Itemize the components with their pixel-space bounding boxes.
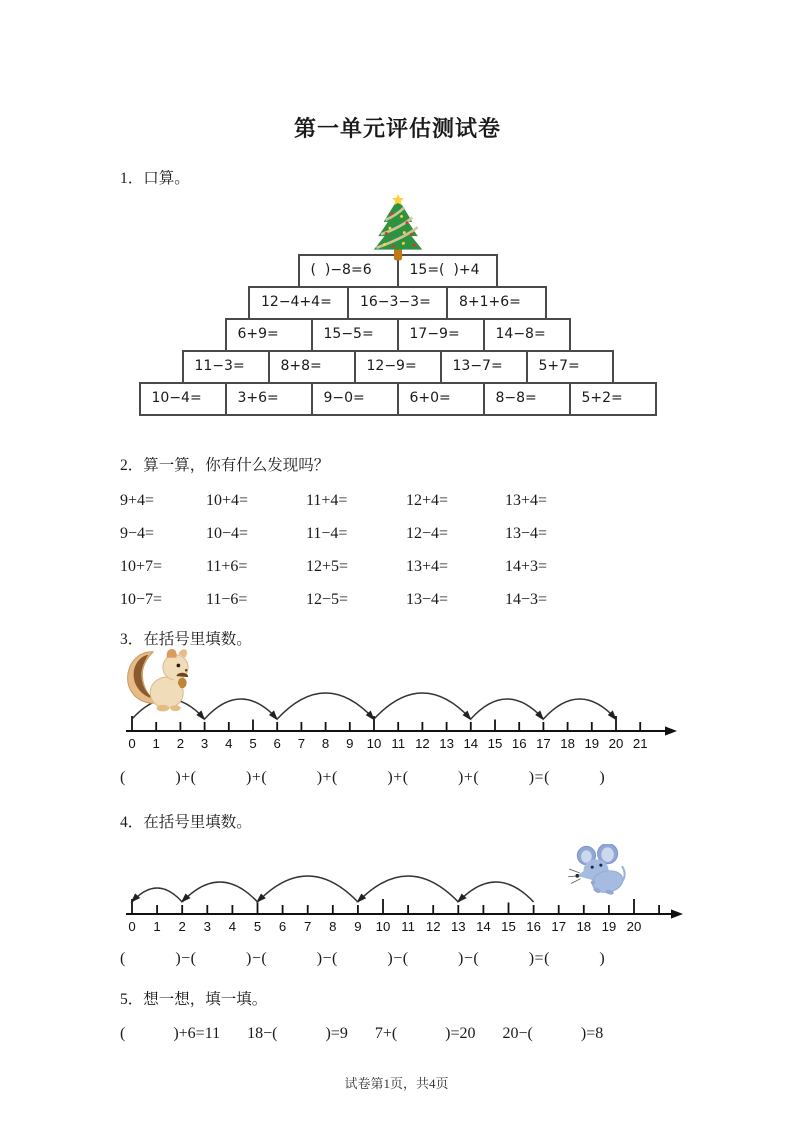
svg-text:10: 10 xyxy=(366,736,382,751)
q2-expression: 10+4= xyxy=(206,492,249,509)
question-5-label: 5．想一想，填一填。 xyxy=(120,991,268,1008)
pyramid-cell: 9−0= xyxy=(311,382,399,416)
pyramid-cell: 15=( )+4 xyxy=(397,254,498,288)
q5-expression: ( )+6=11 xyxy=(120,1025,221,1042)
q2-grid xyxy=(120,491,675,610)
svg-text:7: 7 xyxy=(297,736,306,751)
q2-expression: 10−7= xyxy=(120,591,163,608)
page-footer: 试卷第1页，共4页 xyxy=(344,1076,449,1091)
christmas-tree-icon xyxy=(370,194,426,264)
svg-text:11: 11 xyxy=(401,919,415,934)
svg-text:17: 17 xyxy=(551,919,567,934)
pyramid-cell: 6+0= xyxy=(397,382,485,416)
q2-expression: 11−4= xyxy=(306,525,348,542)
pyramid-cell: 5+2= xyxy=(569,382,657,416)
svg-text:18: 18 xyxy=(576,919,592,934)
pyramid-cell: 12−4+4= xyxy=(248,286,349,320)
pyramid xyxy=(120,200,675,416)
svg-text:14: 14 xyxy=(463,736,479,751)
q2-expression: 12−5= xyxy=(306,591,349,608)
svg-text:3: 3 xyxy=(200,736,209,751)
q2-expression: 9−4= xyxy=(120,525,155,542)
pyramid-cell: 11−3= xyxy=(182,350,270,384)
svg-text:3: 3 xyxy=(203,919,211,934)
q2-expression: 12−4= xyxy=(406,525,449,542)
svg-text:13: 13 xyxy=(439,736,454,751)
pyramid-cell: ( )−8=6 xyxy=(298,254,399,288)
svg-text:15: 15 xyxy=(501,919,516,934)
svg-text:7: 7 xyxy=(304,919,312,934)
svg-text:17: 17 xyxy=(536,736,551,751)
svg-text:1: 1 xyxy=(153,919,161,934)
pyramid-cell: 8+8= xyxy=(268,350,356,384)
pyramid-cell: 14−8= xyxy=(483,318,571,352)
pyramid-cell: 6+9= xyxy=(225,318,313,352)
q2-expression: 9+4= xyxy=(120,492,155,509)
q2-expression: 11−6= xyxy=(206,591,248,608)
pyramid-cell: 8+1+6= xyxy=(446,286,547,320)
q2-expression: 11+6= xyxy=(206,558,248,575)
question-2-label: 2．算一算，你有什么发现吗？ xyxy=(120,457,330,474)
svg-text:14: 14 xyxy=(476,919,491,934)
svg-text:8: 8 xyxy=(329,919,337,934)
svg-text:10: 10 xyxy=(375,919,391,934)
pyramid-rows xyxy=(120,254,675,416)
q5-expression: 7+( )=20 xyxy=(374,1025,476,1042)
pyramid-cell: 5+7= xyxy=(526,350,614,384)
svg-text:16: 16 xyxy=(511,736,527,751)
mouse-icon xyxy=(568,844,626,896)
pyramid-cell: 17−9= xyxy=(397,318,485,352)
svg-text:15: 15 xyxy=(487,736,503,751)
question-4-label: 4．在括号里填数。 xyxy=(120,814,252,831)
question-3-label: 3．在括号里填数。 xyxy=(120,631,252,648)
svg-text:4: 4 xyxy=(225,736,233,751)
squirrel-icon xyxy=(122,647,194,713)
svg-text:12: 12 xyxy=(425,919,441,934)
q2-expression: 14+3= xyxy=(505,558,548,575)
svg-text:13: 13 xyxy=(450,919,466,934)
numberline-1-block xyxy=(120,657,675,757)
svg-text:2: 2 xyxy=(178,919,186,934)
q2-expression: 11+4= xyxy=(306,492,348,509)
page-title: 第一单元评估测试卷 xyxy=(293,116,501,141)
pyramid-row xyxy=(120,286,675,320)
pyramid-cell: 3+6= xyxy=(225,382,313,416)
numberline-1 xyxy=(120,657,680,757)
svg-text:6: 6 xyxy=(273,736,281,751)
svg-text:16: 16 xyxy=(526,919,541,934)
svg-text:19: 19 xyxy=(601,919,617,934)
q5-row xyxy=(120,1025,675,1043)
svg-text:20: 20 xyxy=(626,919,642,934)
q2-expression: 13−4= xyxy=(406,591,449,608)
q5-expression: 20−( )=8 xyxy=(502,1025,604,1042)
pyramid-cell: 15−5= xyxy=(311,318,399,352)
q2-expression: 10+7= xyxy=(120,558,163,575)
svg-text:9: 9 xyxy=(346,736,354,751)
pyramid-row xyxy=(120,350,675,384)
svg-text:19: 19 xyxy=(584,736,600,751)
numberline-2-block xyxy=(120,842,675,938)
svg-text:6: 6 xyxy=(278,919,287,934)
svg-text:18: 18 xyxy=(560,736,575,751)
svg-text:2: 2 xyxy=(176,736,185,751)
q2-expression: 14−3= xyxy=(505,591,548,608)
svg-text:11: 11 xyxy=(391,736,406,751)
pyramid-cell: 10−4= xyxy=(139,382,227,416)
q2-expression: 12+5= xyxy=(306,558,349,575)
svg-text:21: 21 xyxy=(632,736,648,751)
pyramid-cell: 8−8= xyxy=(483,382,571,416)
svg-text:20: 20 xyxy=(608,736,624,751)
svg-text:4: 4 xyxy=(228,919,237,934)
q2-expression: 13−4= xyxy=(505,525,548,542)
svg-text:5: 5 xyxy=(249,736,257,751)
q3-fill-in-formula: ( )+( )+( )+( )+( )+( )=( ) xyxy=(120,769,606,786)
q2-expression: 13+4= xyxy=(406,558,449,575)
pyramid-cell: 13−7= xyxy=(440,350,528,384)
svg-text:9: 9 xyxy=(354,919,362,934)
svg-text:8: 8 xyxy=(321,736,330,751)
q5-expression: 18−( )=9 xyxy=(247,1025,348,1042)
pyramid-cell: 16−3−3= xyxy=(347,286,448,320)
q4-fill-in-formula: ( )−( )−( )−( )−( )−( )=( ) xyxy=(120,950,606,967)
svg-text:5: 5 xyxy=(253,919,262,934)
question-1-label: 1．口算。 xyxy=(120,170,190,187)
q2-expression: 10−4= xyxy=(206,525,249,542)
svg-text:0: 0 xyxy=(128,919,136,934)
pyramid-row xyxy=(120,318,675,352)
q2-expression: 13+4= xyxy=(505,492,548,509)
svg-text:12: 12 xyxy=(415,736,430,751)
pyramid-cell: 12−9= xyxy=(354,350,442,384)
svg-text:0: 0 xyxy=(128,736,136,751)
q2-expression: 12+4= xyxy=(406,492,449,509)
svg-text:1: 1 xyxy=(152,736,160,751)
pyramid-row xyxy=(120,382,675,416)
